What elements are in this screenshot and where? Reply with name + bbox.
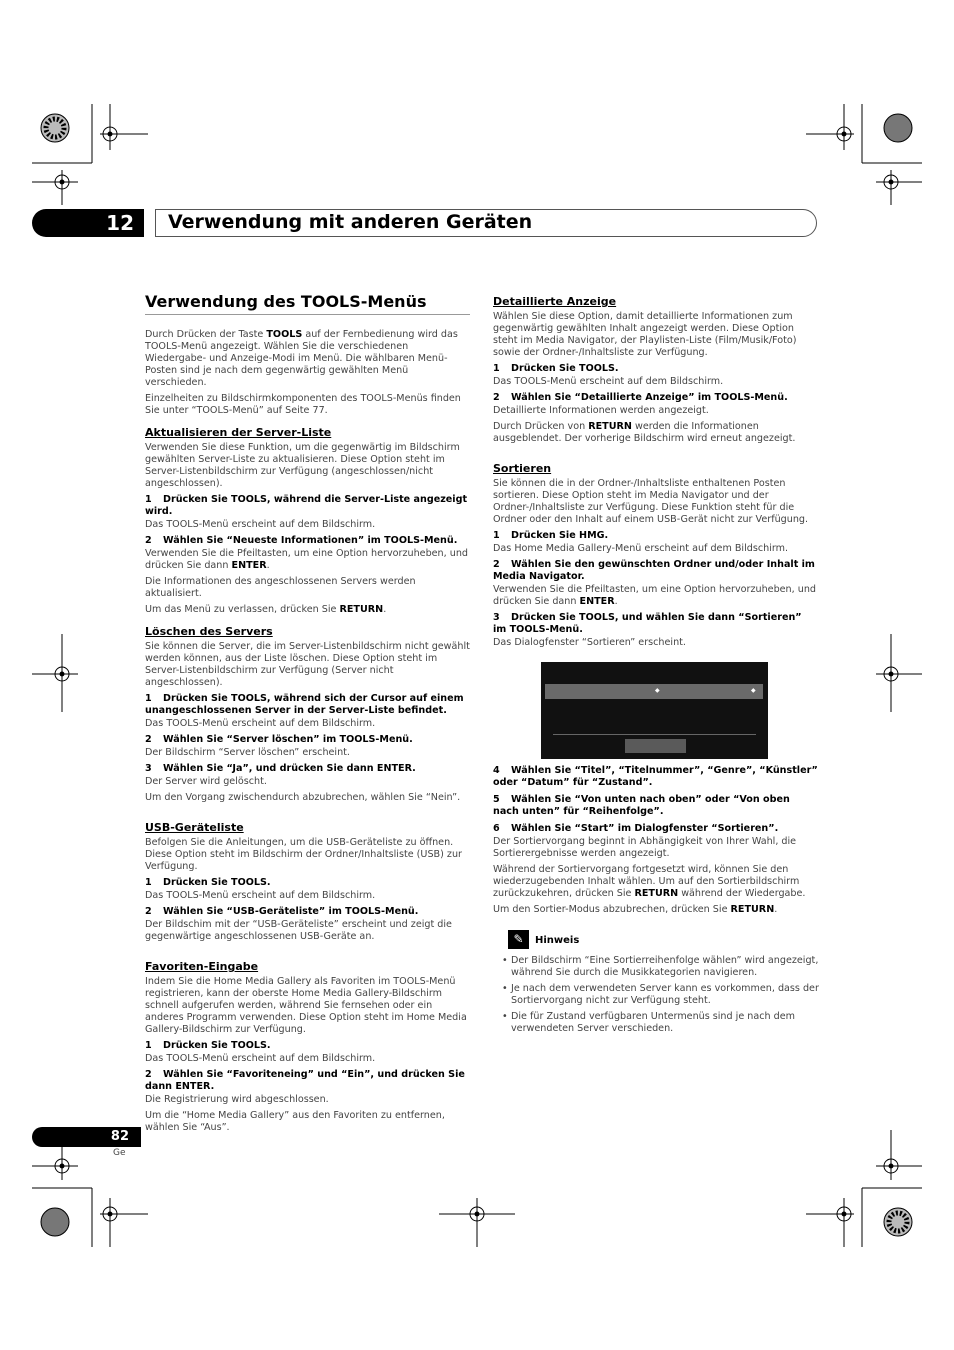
step: 1 Drücken Sie TOOLS, während die Server-Liste angezeigt wird. [145,494,468,517]
paragraph: Um das Menü zu verlassen, drücken Sie RETURN. [145,604,387,615]
arrow-icon: ◆ [655,687,660,694]
paragraph: Verwenden Sie diese Funktion, um die gegenwärtig im Bildschirm gewählten Server-Liste zu aktualisieren. Diese Option steht im Server-Listenbildschirm zur Verfügung (angeschlossen/nicht angeschlossen). [145,442,460,489]
arrow-icon: ◆ [751,687,756,694]
dialog-divider [553,734,756,735]
paragraph: Die Registrierung wird abgeschlossen. [145,1094,329,1105]
language-code: Ge [113,1148,126,1158]
paragraph: Das Dialogfenster “Sortieren” erscheint. [493,637,686,648]
paragraph: Indem Sie die Home Media Gallery als Favoriten im TOOLS-Menü registrieren, kann der oberste Home Media Gallery-Bildschirm schnell aufgerufen werden, während Sie fernsehen oder ein anderes Programm verwenden. Diese Option steht im Home Media Gallery-Bildschirm zur Verfügung. [145,976,467,1035]
chapter-title: Verwendung mit anderen Geräten [168,211,533,233]
paragraph: Während der Sortiervorgang fortgesetzt wird, können Sie den wiederzugebenden Inhalt wählen. Um auf den Sortierbildschirm zurückzukehren, drücken Sie RETURN während der Wiedergabe. [493,864,806,899]
chapter-number: 12 [32,209,144,237]
heading-detail-view: Detaillierte Anzeige [493,295,617,308]
heading-sort: Sortieren [493,462,552,475]
step: 2 Wählen Sie “Favoriteneing” und “Ein”, und drücken Sie dann ENTER. [145,1069,465,1092]
paragraph: Das Home Media Gallery-Menü erscheint auf dem Bildschirm. [493,543,789,554]
paragraph: Das TOOLS-Menü erscheint auf dem Bildschirm. [145,890,376,901]
note-title: Hinweis [535,935,580,946]
paragraph: Das TOOLS-Menü erscheint auf dem Bildschirm. [493,376,724,387]
paragraph: Der Sortiervorgang beginnt in Abhängigkeit von Ihrer Wahl, die Sortierergebnisse werden angezeigt. [493,836,797,859]
step: 6 Wählen Sie “Start” im Dialogfenster “Sortieren”. [493,823,779,834]
step: 2 Wählen Sie “Neueste Informationen” im TOOLS-Menü. [145,535,458,546]
paragraph: Sie können die Server, die im Server-Listenbildschirm nicht gewählt werden können, aus der Liste löschen. Diese Option steht im Server-Listenbildschirm zur Verfügung (Server nicht angeschlossen). [145,641,470,688]
paragraph: Das TOOLS-Menü erscheint auf dem Bildschirm. [145,718,376,729]
paragraph: Der Bildschim mit der “USB-Geräteliste” erscheint und zeigt die gegenwärtige angeschlossenen USB-Geräte an. [145,919,452,942]
step: 3 Wählen Sie “Ja”, und drücken Sie dann ENTER. [145,763,416,774]
step: 2 Wählen Sie “Detaillierte Anzeige” im TOOLS-Menü. [493,392,788,403]
heading-server-list: Aktualisieren der Server-Liste [145,426,332,439]
step: 2 Wählen Sie “USB-Geräteliste” im TOOLS-Menü. [145,906,419,917]
section-title: Verwendung des TOOLS-Menüs [145,292,427,311]
dialog-highlight-row [545,684,763,699]
paragraph: Um die “Home Media Gallery” aus den Favoriten zu entfernen, wählen Sie “Aus”. [145,1110,445,1133]
note-list [500,955,820,1039]
note-item: • Die für Zustand verfügbaren Untermenüs sind je nach dem verwendeten Server verschieden. [500,1011,820,1035]
step: 1 Drücken Sie TOOLS. [145,1040,271,1051]
paragraph: Der Bildschirm “Server löschen” erscheint. [145,747,350,758]
heading-usb-list: USB-Geräteliste [145,821,244,834]
intro-paragraph-2: Einzelheiten zu Bildschirmkomponenten des TOOLS-Menüs finden Sie unter “TOOLS-Menü” auf Seite 77. [145,393,461,416]
step: 1 Drücken Sie TOOLS. [493,363,619,374]
paragraph: Wählen Sie diese Option, damit detaillierte Informationen zum gegenwärtig gewählten Inhalt angezeigt werden. Diese Option steht im Media Navigator, der Playlisten-Liste (Film/Musik/Foto) sowie der Ordner-/Inhaltsliste zur Verfügung. [493,311,797,358]
section-title-rule [145,314,470,315]
step: 2 Wählen Sie “Server löschen” im TOOLS-Menü. [145,734,413,745]
step: 2 Wählen Sie den gewünschten Ordner und/oder Inhalt im Media Navigator. [493,559,815,582]
paragraph: Verwenden Sie die Pfeiltasten, um eine Option hervorzuheben, und drücken Sie dann ENTER. [145,548,468,571]
step: 1 Drücken Sie TOOLS. [145,877,271,888]
step: 3 Drücken Sie TOOLS, und wählen Sie dann “Sortieren” im TOOLS-Menü. [493,612,802,635]
step: 1 Drücken Sie TOOLS, während sich der Cursor auf einem unangeschlossenen Server in der Server-Liste befindet. [145,693,464,716]
step: 1 Drücken Sie HMG. [493,530,609,541]
paragraph: Befolgen Sie die Anleitungen, um die USB-Geräteliste zu öffnen. Diese Option steht im Bildschirm der Ordner/Inhaltsliste (USB) zur Verfügung. [145,837,462,872]
paragraph: Um den Vorgang zwischendurch abzubrechen, wählen Sie “Nein”. [145,792,461,803]
paragraph: Verwenden Sie die Pfeiltasten, um eine Option hervorzuheben, und drücken Sie dann ENTER. [493,584,816,607]
right-column-lower [493,765,818,920]
paragraph: Der Server wird gelöscht. [145,776,267,787]
step: 4 Wählen Sie “Titel”, “Titelnummer”, “Genre”, “Künstler” oder “Datum” für “Zustand”. [493,765,818,788]
left-column [145,292,470,1138]
right-column [493,288,818,653]
paragraph: Um den Sortier-Modus abzubrechen, drücken Sie RETURN. [493,904,778,915]
paragraph: Das TOOLS-Menü erscheint auf dem Bildschirm. [145,519,376,530]
note-item: • Je nach dem verwendeten Server kann es vorkommen, dass der Sortiervorgang nicht zur Verfügung steht. [500,983,820,1007]
page-number: 82 [32,1127,141,1147]
paragraph: Detaillierte Informationen werden angezeigt. [493,405,709,416]
paragraph: Sie können die in der Ordner-/Inhaltsliste enthaltenen Posten sortieren. Diese Option steht im Media Navigator und der Ordner-/Inhaltsliste zur Verfügung. Diese Funktion steht für die Ordner oder den Inhalt auf einem USB-Gerät nicht zur Verfügung. [493,478,809,525]
dialog-start-button [625,739,686,753]
sort-dialog-screenshot [541,662,768,759]
heading-favorites: Favoriten-Eingabe [145,960,259,973]
heading-delete-server: Löschen des Servers [145,625,273,638]
step: 5 Wählen Sie “Von unten nach oben” oder “Von oben nach unten” für “Reihenfolge”. [493,794,790,817]
paragraph: Die Informationen des angeschlossenen Servers werden aktualisiert. [145,576,416,599]
paragraph: Das TOOLS-Menü erscheint auf dem Bildschirm. [145,1053,376,1064]
paragraph: Durch Drücken von RETURN werden die Informationen ausgeblendet. Der vorherige Bildschirm wird erneut angezeigt. [493,421,796,444]
note-pencil-icon: ✎ [508,930,529,949]
intro-paragraph: Durch Drücken der Taste TOOLS auf der Fernbedienung wird das TOOLS-Menü angezeigt. Wählen Sie die verschiedenen Wiedergabe- und Anzeige-Modi im Menü. Die wählbaren Menü-Posten sind je nach dem gegenwärtig gewählten Menü verschieden. [145,329,458,388]
note-item: • Der Bildschirm “Eine Sortierreihenfolge wählen” wird angezeigt, während Sie durch die Musikkategorien navigieren. [500,955,820,979]
